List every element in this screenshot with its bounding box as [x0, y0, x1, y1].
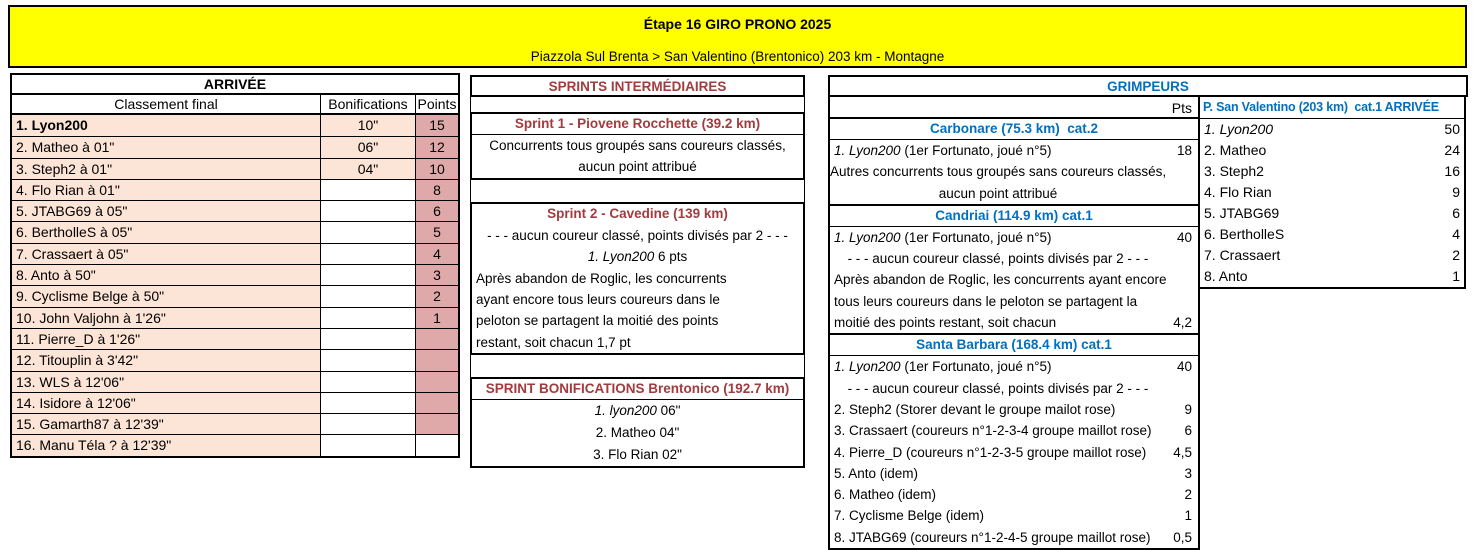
table-row [12, 221, 458, 242]
rider-name-cell: 5. JTABG69 [1204, 205, 1280, 221]
bonification-cell: 06" [320, 137, 415, 157]
climb-row-points: 0,5 [1173, 529, 1192, 545]
spacer [470, 180, 805, 202]
climb-row-text: Autres concurrents tous groupés sans coureurs classés, [830, 164, 1167, 180]
climb-row [830, 484, 1198, 505]
points-cell: 50 [1444, 121, 1460, 137]
table-row [1200, 119, 1464, 140]
san-valentino-table [1200, 97, 1466, 289]
climb-row-text: tous leurs coureurs dans le peloton se partagent la [834, 293, 1138, 309]
column-header-bonifications: Bonifications [320, 95, 415, 113]
points-cell [415, 329, 458, 349]
points-cell: 4 [415, 244, 458, 264]
points-cell: 9 [1452, 184, 1460, 200]
climb-row [830, 183, 1198, 204]
climb-carbonare [830, 119, 1198, 204]
climb-row-points: 9 [1184, 401, 1192, 417]
bonification-cell [320, 372, 415, 392]
rider-name-cell: 7. Crassaert [1204, 247, 1281, 263]
arrivee-column-headers [12, 95, 458, 115]
bonification-line: 1. lyon200 06" [594, 403, 681, 419]
table-row [12, 179, 458, 200]
points-cell [415, 350, 458, 370]
climb-row-text: 3. Crassaert (coureurs n°1-2-3-4 groupe maillot rose) [834, 423, 1152, 439]
sprint2-rule-line: - - - aucun coureur classé, points divisés par 2 - - - [487, 227, 788, 243]
climb-row-text: 4. Pierre_D (coureurs n°1-2-3-5 groupe maillot rose) [834, 444, 1147, 460]
climb-title: Candriai (114.9 km) cat.1 [830, 206, 1198, 227]
grimpeurs-section-title: GRIMPEURS [828, 75, 1468, 97]
climb-row [830, 356, 1198, 377]
climb-row-points [1166, 291, 1198, 312]
table-row [12, 307, 458, 328]
points-cell: 15 [415, 115, 458, 136]
climb-row-points: 3 [1184, 465, 1192, 481]
rider-name-cell: 8. Anto à 50" [12, 265, 320, 285]
bonification-cell: 04" [320, 159, 415, 179]
pts-column-label: Pts [830, 97, 1198, 119]
text-line: aucun point attribué [578, 159, 697, 175]
rider-name-cell: 6. BertholleS [1204, 226, 1285, 242]
table-row [12, 285, 458, 306]
table-row [12, 243, 458, 264]
climb-row-text: 1. Lyon200 (1er Fortunato, joué n°5) [834, 359, 1052, 375]
rider-name-cell: 11. Pierre_D à 1'26" [12, 329, 320, 349]
table-row [1200, 245, 1464, 266]
grimpeurs-section [828, 75, 1468, 550]
climb-santa-barbara [830, 333, 1198, 548]
arrivee-title: ARRIVÉE [12, 75, 458, 95]
bonification-cell [320, 244, 415, 264]
text-line: ayant encore tous leurs coureurs dans le [476, 291, 720, 307]
sprint2-note [472, 268, 803, 354]
climb-row-text: 1. Lyon200 (1er Fortunato, joué n°5) [834, 143, 1052, 158]
rider-name-cell: 9. Cyclisme Belge à 50" [12, 286, 320, 306]
text-line: restant, soit chacun 1,7 pt [476, 334, 631, 350]
text-line: Après abandon de Roglic, les concurrents [476, 270, 727, 286]
table-row [12, 349, 458, 370]
rider-name-cell: 5. JTABG69 à 05" [12, 201, 320, 221]
climb-row-points: 4,2 [1173, 315, 1192, 331]
bonification-cell [320, 414, 415, 434]
points-cell [415, 393, 458, 413]
rider-name-cell: 12. Titouplin à 3'42" [12, 350, 320, 370]
points-cell: 10 [415, 159, 458, 179]
points-cell [415, 435, 458, 455]
climb-row-points: 18 [1176, 143, 1192, 158]
climb-row-points: 40 [1176, 359, 1192, 375]
table-row [12, 158, 458, 179]
bonification-cell [320, 435, 415, 455]
rider-name-cell: 1. Lyon200 [1204, 121, 1274, 137]
bonification-cell [320, 222, 415, 242]
climb-row-text: 1. Lyon200 (1er Fortunato, joué n°5) [834, 229, 1052, 245]
table-row [12, 200, 458, 221]
points-cell: 16 [1444, 163, 1460, 179]
sprint-bonifications-rows [472, 400, 803, 466]
climb-row-text: Après abandon de Roglic, les concurrents ayant encore [834, 272, 1167, 288]
climb-row-text: 8. JTABG69 (coureurs n°1-2-4-5 groupe maillot rose) [834, 529, 1151, 545]
table-row [1200, 224, 1464, 245]
table-row [12, 371, 458, 392]
climb-row-points: 1 [1184, 508, 1192, 524]
rider-name-cell: 16. Manu Téla ? à 12'39" [12, 435, 320, 455]
sprint1-title: Sprint 1 - Piovene Rocchette (39.2 km) [472, 114, 803, 135]
climb-title: Carbonare (75.3 km) cat.2 [830, 119, 1198, 140]
column-header-classement: Classement final [114, 96, 218, 112]
climb-rows [830, 227, 1198, 333]
bonification-line: 2. Matheo 04" [595, 425, 680, 441]
rider-name-cell: 8. Anto [1204, 268, 1248, 284]
sprint-bonifications-title: SPRINT BONIFICATIONS Brentonico (192.7 km) [472, 379, 803, 400]
climb-candriai [830, 204, 1198, 333]
bonification-cell [320, 350, 415, 370]
climb-row [830, 463, 1198, 484]
table-row [12, 115, 458, 136]
points-cell: 1 [415, 308, 458, 328]
points-cell [415, 414, 458, 434]
sprints-section-title: SPRINTS INTERMÉDIAIRES [470, 75, 805, 97]
bonification-cell [320, 180, 415, 200]
climb-row-text: - - - aucun coureur classé, points divisés par 2 - - - [847, 251, 1149, 267]
bonification-cell: 10" [320, 115, 415, 136]
bonification-cell [320, 201, 415, 221]
table-row [12, 413, 458, 434]
bonification-cell [320, 265, 415, 285]
text-line: peloton se partagent la moitié des points [476, 313, 719, 329]
points-cell: 5 [415, 222, 458, 242]
climb-row [830, 248, 1198, 269]
table-row [1200, 266, 1464, 287]
sprint2-title: Sprint 2 - Cavedine (139 km) [547, 205, 728, 221]
climb-row [830, 399, 1198, 420]
points-cell [415, 372, 458, 392]
rider-name-cell: 3. Steph2 à 01" [12, 159, 320, 179]
table-row [12, 392, 458, 413]
table-row [1200, 182, 1464, 203]
climb-row [830, 269, 1198, 290]
climb-row-points: 2 [1184, 487, 1192, 503]
points-cell: 3 [415, 265, 458, 285]
arrivee-table [10, 73, 460, 458]
stage-route: Piazzola Sul Brenta > San Valentino (Brentonico) 203 km - Montagne [530, 49, 945, 64]
table-row [12, 328, 458, 349]
rider-name-cell: 6. BertholleS à 05" [12, 222, 320, 242]
points-cell: 4 [1452, 226, 1460, 242]
climb-row-points [1166, 269, 1198, 290]
climb-row-points [1166, 183, 1198, 204]
climb-title: Santa Barbara (168.4 km) cat.1 [830, 335, 1198, 356]
rider-name-cell: 1. Lyon200 [12, 115, 320, 136]
arrivee-rows [12, 115, 458, 456]
sprint1-text [472, 135, 803, 178]
bonification-cell [320, 308, 415, 328]
text-line: Concurrents tous groupés sans coureurs classés, [489, 138, 786, 153]
bonification-cell [320, 329, 415, 349]
table-row [1200, 203, 1464, 224]
climb-row-text: 5. Anto (idem) [834, 465, 919, 481]
points-cell: 2 [415, 286, 458, 306]
climb-row-points [1166, 161, 1198, 182]
rider-name-cell: 13. WLS à 12'06" [12, 372, 320, 392]
spacer [470, 97, 805, 112]
points-cell: 2 [1452, 247, 1460, 263]
rider-name-cell: 2. Matheo à 01" [12, 137, 320, 157]
climb-row [830, 420, 1198, 441]
climb-row [830, 442, 1198, 463]
rider-name-cell: 2. Matheo [1204, 142, 1267, 158]
climb-rows [830, 356, 1198, 548]
climb-row-points [1166, 248, 1198, 269]
climb-row-text: - - - aucun coureur classé, points divisés par 2 - - - [847, 380, 1149, 396]
rider-name-cell: 10. John Valjohn à 1'26" [12, 308, 320, 328]
table-row [12, 434, 458, 455]
climb-row-text: 2. Steph2 (Storer devant le groupe mailot rose) [834, 401, 1116, 417]
points-cell: 1 [1452, 268, 1460, 284]
rider-name-cell: 7. Crassaert à 05" [12, 244, 320, 264]
climb-row [830, 140, 1198, 161]
sprint-bonifications-box [470, 377, 805, 468]
climb-row-text: aucun point attribué [938, 185, 1058, 201]
climb-row [830, 161, 1198, 182]
stage-banner [8, 5, 1467, 68]
table-row [12, 136, 458, 157]
spacer [470, 355, 805, 377]
climb-row-points [1166, 378, 1198, 399]
rider-name-cell: 4. Flo Rian [1204, 184, 1272, 200]
sprints-section [470, 75, 805, 468]
climb-row-text: moitié des points restant, soit chacun [834, 315, 1057, 331]
rider-name-cell: 15. Gamarth87 à 12'39" [12, 414, 320, 434]
climb-row-text: 7. Cyclisme Belge (idem) [834, 508, 985, 524]
climb-row-text: 6. Matheo (idem) [834, 487, 937, 503]
grimpeurs-details [828, 97, 1200, 550]
climb-row [830, 291, 1198, 312]
points-cell: 24 [1444, 142, 1460, 158]
climb-row-points: 6 [1184, 423, 1192, 439]
points-cell: 6 [415, 201, 458, 221]
bonification-line: 3. Flo Rian 02" [593, 447, 682, 463]
climb-row [830, 527, 1198, 548]
san-valentino-rows [1200, 119, 1464, 287]
san-valentino-title: P. San Valentino (203 km) cat.1 ARRIVÉE [1200, 97, 1464, 119]
climb-row [830, 227, 1198, 248]
points-cell: 12 [415, 137, 458, 157]
stage-title: Étape 16 GIRO PRONO 2025 [643, 16, 832, 32]
bonification-cell [320, 393, 415, 413]
climb-row-points: 4,5 [1173, 444, 1192, 460]
sprint2-box [470, 202, 805, 355]
sprint2-result-line: 1. Lyon200 6 pts [587, 249, 688, 265]
column-header-points: Points [415, 95, 458, 113]
rider-name-cell: 4. Flo Rian à 01" [12, 180, 320, 200]
points-cell: 6 [1452, 205, 1460, 221]
table-row [1200, 140, 1464, 161]
climb-row [830, 312, 1198, 333]
table-row [1200, 161, 1464, 182]
climb-row [830, 378, 1198, 399]
climb-row [830, 505, 1198, 526]
climb-row-points: 40 [1176, 229, 1192, 245]
sprint1-box [470, 112, 805, 180]
rider-name-cell: 14. Isidore à 12'06" [12, 393, 320, 413]
points-cell: 8 [415, 180, 458, 200]
bonification-cell [320, 286, 415, 306]
rider-name-cell: 3. Steph2 [1204, 163, 1264, 179]
table-row [12, 264, 458, 285]
climb-rows [830, 140, 1198, 204]
